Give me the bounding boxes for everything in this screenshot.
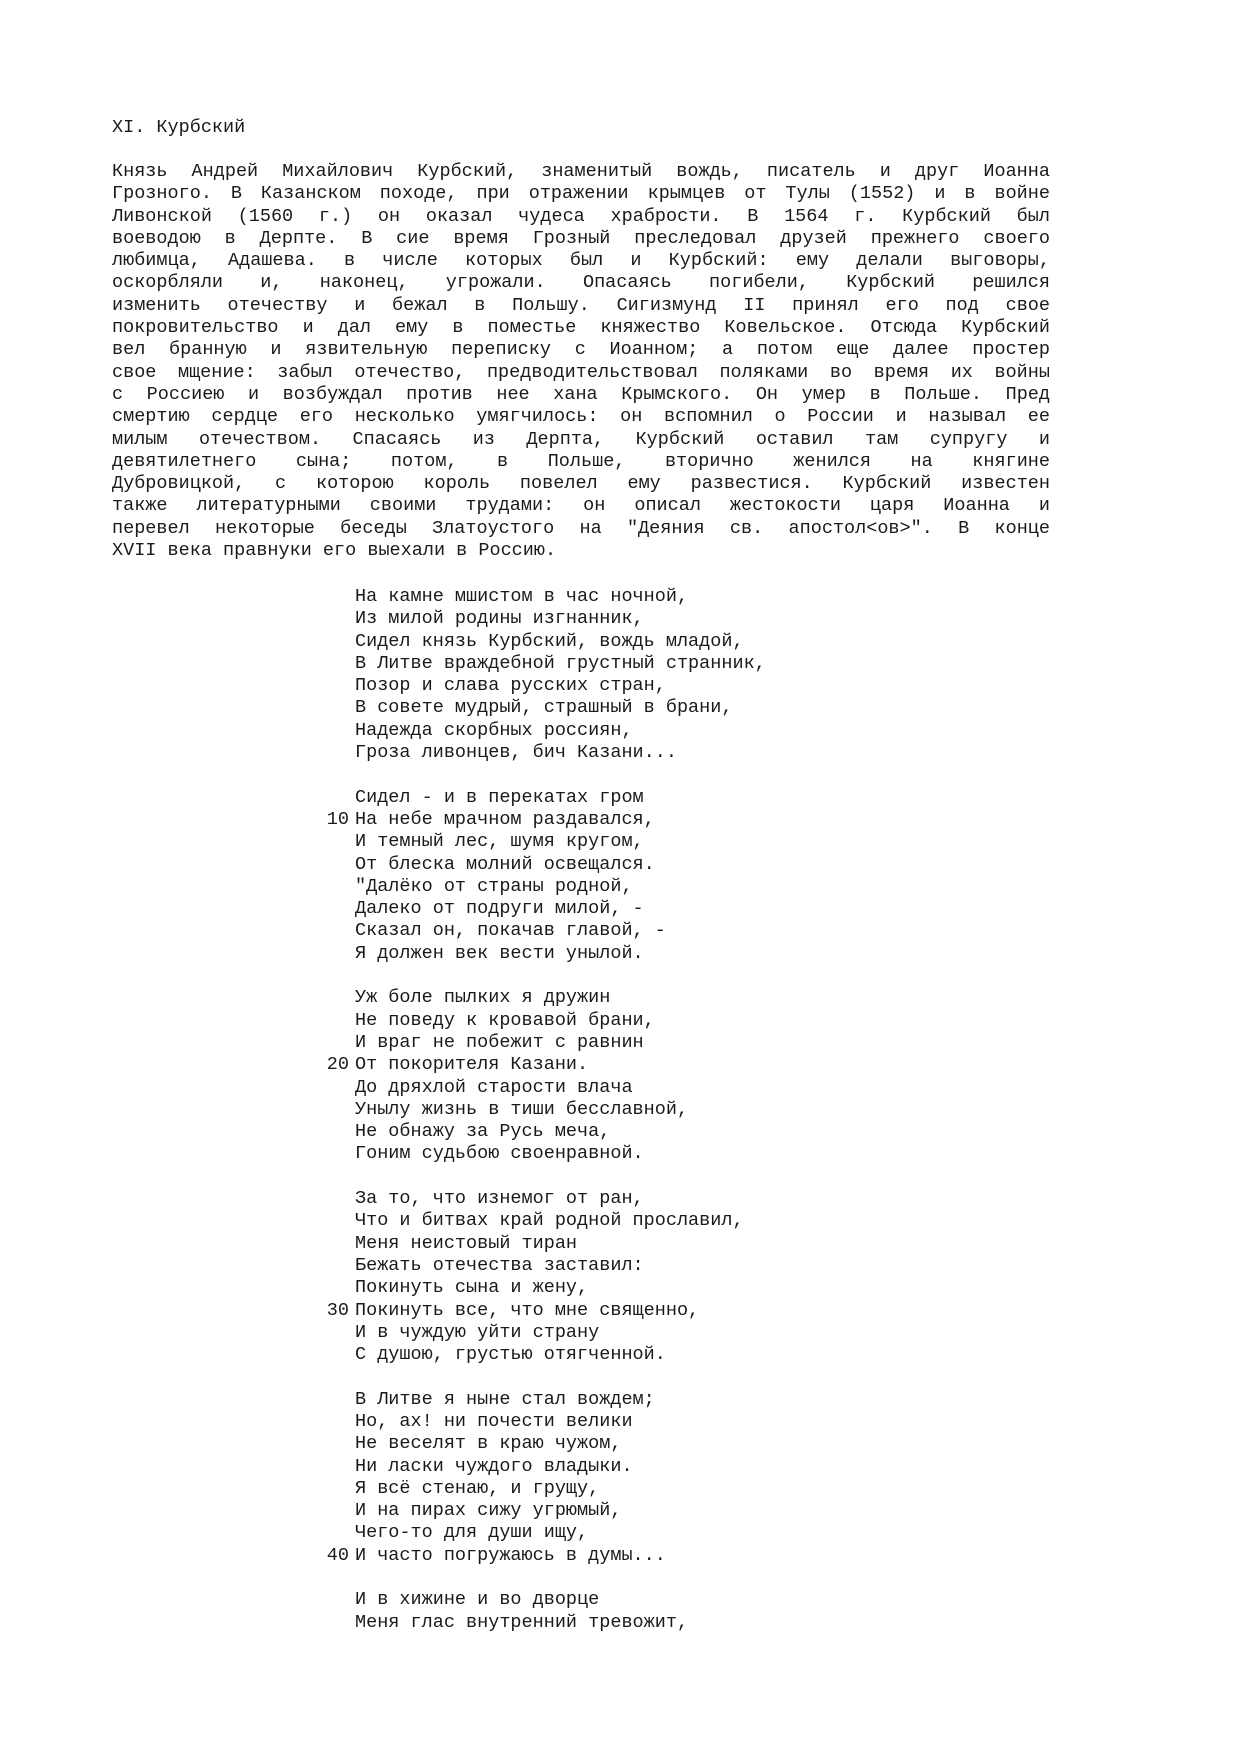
poem-stanza bbox=[326, 987, 766, 1165]
poem-line-text: На небе мрачном раздавался, bbox=[355, 808, 655, 830]
poem-stanza bbox=[326, 1388, 766, 1567]
poem-line-text: Но, ах! ни почести велики bbox=[355, 1410, 633, 1432]
intro-line: Дубровицкой, с которою король повелел ему развестися. Курбский известен bbox=[112, 473, 1050, 495]
poem-line-text: Далеко от подруги милой, - bbox=[355, 898, 644, 920]
intro-line: Грозного. В Казанском походе, при отражении крымцев от Тулы (1552) и в войне bbox=[112, 183, 1050, 205]
poem-line bbox=[355, 1255, 766, 1277]
intro-line: свое мщение: забыл отечество, предводительствовал поляками во время их войны bbox=[112, 361, 1050, 383]
poem-line bbox=[355, 1233, 766, 1255]
poem-line-text: Надежда скорбных россиян, bbox=[355, 719, 633, 741]
poem-line-text: Бежать отечества заставил: bbox=[355, 1254, 644, 1276]
poem-line-text: Унылу жизнь в тиши бесславной, bbox=[355, 1098, 689, 1120]
poem-line bbox=[355, 742, 766, 764]
poem-line bbox=[355, 943, 766, 965]
intro-line: с Россиею и возбуждал против нее хана Крымского. Он умер в Польше. Пред bbox=[112, 383, 1050, 405]
poem-line bbox=[355, 1522, 766, 1544]
line-number: 10 bbox=[326, 808, 349, 830]
poem-line bbox=[355, 1456, 766, 1478]
intro-paragraph bbox=[112, 161, 1050, 562]
poem-stanza bbox=[326, 786, 766, 965]
intro-line: любимца, Адашева. в числе которых был и Курбский: ему делали выговоры, bbox=[112, 250, 1050, 272]
poem-line bbox=[355, 1411, 766, 1433]
intro-line: перевел некоторые беседы Златоустого на "Деяния св. апостол<ов>". В конце bbox=[112, 517, 1050, 539]
poem-line bbox=[355, 1389, 766, 1411]
poem-line bbox=[355, 586, 766, 608]
poem-line bbox=[355, 1210, 766, 1232]
poem-line-text: Сказал он, покачав главой, - bbox=[355, 920, 666, 942]
poem-line bbox=[355, 1099, 766, 1121]
poem-line-text: В совете мудрый, страшный в брани, bbox=[355, 697, 733, 719]
line-number: 20 bbox=[326, 1054, 349, 1076]
intro-line: девятилетнего сына; потом, в Польше, вторично женился на княгине bbox=[112, 450, 1050, 472]
poem-line bbox=[355, 1478, 766, 1500]
poem-line bbox=[355, 1344, 766, 1366]
section-heading: XI. Курбский bbox=[112, 117, 246, 138]
poem-line-text: Сидел - и в перекатах гром bbox=[355, 786, 644, 808]
poem-line bbox=[355, 720, 766, 742]
line-number: 30 bbox=[326, 1299, 349, 1321]
poem-stanza bbox=[355, 586, 766, 764]
poem-line bbox=[355, 1077, 766, 1099]
poem-stanza bbox=[355, 1589, 766, 1634]
poem-line bbox=[355, 1032, 766, 1054]
intro-line: изменить отечеству и бежал в Польшу. Сигизмунд II принял его под свое bbox=[112, 294, 1050, 316]
poem-line-text: С душою, грустью отягченной. bbox=[355, 1344, 666, 1366]
intro-line: XVII века правнуки его выехали в Россию. bbox=[112, 540, 557, 562]
poem-line-text: И враг не побежит с равнин bbox=[355, 1031, 644, 1053]
poem-line bbox=[326, 1054, 766, 1076]
poem-line-text: Чего-то для души ищу, bbox=[355, 1522, 589, 1544]
poem-line-text: От покорителя Казани. bbox=[355, 1054, 589, 1076]
poem-line-text: Гроза ливонцев, бич Казани... bbox=[355, 742, 677, 764]
poem-line-text: Покинуть все, что мне священно, bbox=[355, 1299, 700, 1321]
poem-line bbox=[355, 697, 766, 719]
poem-line bbox=[355, 987, 766, 1009]
poem-line-text: Покинуть сына и жену, bbox=[355, 1277, 589, 1299]
poem-line bbox=[355, 653, 766, 675]
poem-stanza bbox=[326, 1188, 766, 1366]
intro-line: смертию сердце его несколько умягчилось: он вспомнил о России и называл ее bbox=[112, 406, 1050, 428]
poem-line-text: И темный лес, шумя кругом, bbox=[355, 831, 644, 853]
poem-line bbox=[355, 1277, 766, 1299]
poem-line bbox=[326, 1544, 766, 1567]
poem-line bbox=[355, 831, 766, 853]
poem-line-text: Не веселят в краю чужом, bbox=[355, 1433, 622, 1455]
poem-line bbox=[355, 898, 766, 920]
intro-line: покровительство и дал ему в поместье княжество Ковельское. Отсюда Курбский bbox=[112, 317, 1050, 339]
poem-line-text: От блеска молний освещался. bbox=[355, 853, 655, 875]
poem-line-text: Что и битвах край родной прославил, bbox=[355, 1210, 744, 1232]
poem-line bbox=[355, 787, 766, 809]
poem-line bbox=[355, 1433, 766, 1455]
poem-line-text: "Далёко от страны родной, bbox=[355, 875, 633, 897]
poem-line-text: В Литве я ныне стал вождем; bbox=[355, 1388, 655, 1410]
poem bbox=[326, 586, 766, 1656]
poem-line bbox=[355, 1143, 766, 1165]
intro-line: Князь Андрей Михайлович Курбский, знаменитый вождь, писатель и друг Иоанна bbox=[112, 161, 1050, 182]
poem-line bbox=[355, 631, 766, 653]
poem-line-text: Гоним судьбою своенравной. bbox=[355, 1143, 644, 1165]
poem-line-text: И в хижине и во дворце bbox=[355, 1589, 600, 1611]
poem-line bbox=[355, 876, 766, 898]
poem-line-text: Я всё стенаю, и грущу, bbox=[355, 1477, 600, 1499]
intro-line: милым отечеством. Спасаясь из Дерпта, Курбский оставил там супругу и bbox=[112, 428, 1050, 450]
poem-line-text: Уж боле пылких я дружин bbox=[355, 987, 611, 1009]
poem-line bbox=[355, 1010, 766, 1032]
poem-line-text: Позор и слава русских стран, bbox=[355, 675, 666, 697]
intro-line: воеводою в Дерпте. В сие время Грозный преследовал друзей прежнего своего bbox=[112, 227, 1050, 249]
poem-line-text: До дряхлой старости влача bbox=[355, 1076, 633, 1098]
poem-line-text: Я должен век вести унылой. bbox=[355, 942, 644, 964]
intro-line: также литературными своими трудами: он описал жестокости царя Иоанна и bbox=[112, 495, 1050, 517]
poem-line bbox=[355, 1612, 766, 1634]
poem-line bbox=[326, 808, 766, 831]
poem-line bbox=[355, 1188, 766, 1210]
poem-line bbox=[355, 1589, 766, 1611]
intro-line: вел бранную и язвительную переписку с Иоанном; а потом еще далее простер bbox=[112, 339, 1050, 361]
poem-line bbox=[355, 608, 766, 630]
poem-line-text: И часто погружаюсь в думы... bbox=[355, 1544, 666, 1566]
line-number: 40 bbox=[326, 1544, 349, 1566]
poem-line-text: Ни ласки чуждого владыки. bbox=[355, 1455, 633, 1477]
poem-line-text: Не поведу к кровавой брани, bbox=[355, 1009, 655, 1031]
poem-line bbox=[355, 1121, 766, 1143]
poem-line-text: Не обнажу за Русь меча, bbox=[355, 1121, 611, 1143]
poem-line-text: Из милой родины изгнанник, bbox=[355, 608, 644, 630]
poem-line bbox=[355, 675, 766, 697]
poem-line-text: На камне мшистом в час ночной, bbox=[355, 586, 689, 607]
intro-line: оскорбляли и, наконец, угрожали. Опасаясь погибели, Курбский решился bbox=[112, 272, 1050, 294]
poem-line-text: Меня глас внутренний тревожит, bbox=[355, 1611, 689, 1633]
poem-line-text: И в чуждую уйти страну bbox=[355, 1321, 600, 1343]
poem-line bbox=[355, 854, 766, 876]
poem-line-text: И на пирах сижу угрюмый, bbox=[355, 1500, 622, 1522]
poem-line-text: Сидел князь Курбский, вождь младой, bbox=[355, 630, 744, 652]
poem-line-text: В Литве враждебной грустный странник, bbox=[355, 652, 766, 674]
poem-line bbox=[355, 1500, 766, 1522]
poem-line-text: Меня неистовый тиран bbox=[355, 1232, 578, 1254]
poem-line bbox=[355, 1322, 766, 1344]
poem-line-text: За то, что изнемог от ран, bbox=[355, 1188, 644, 1210]
poem-line bbox=[326, 1299, 766, 1322]
intro-line: Ливонской (1560 г.) он оказал чудеса храбрости. В 1564 г. Курбский был bbox=[112, 205, 1050, 227]
poem-line bbox=[355, 920, 766, 942]
